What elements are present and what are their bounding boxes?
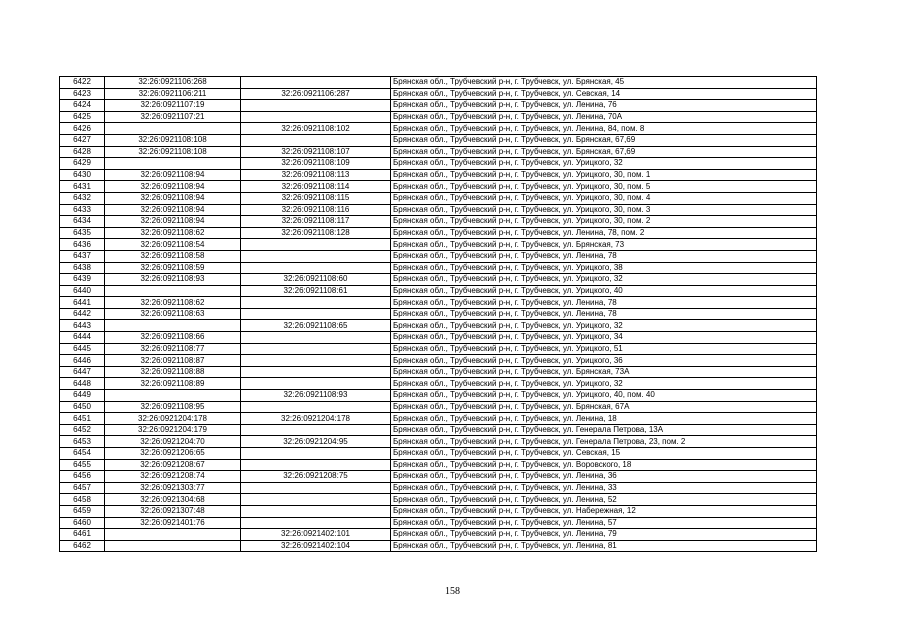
row-number-cell: 6432	[60, 192, 105, 204]
cadastral-number-secondary-cell	[241, 517, 391, 529]
cadastral-number-cell: 32:26:0921108:62	[105, 297, 241, 309]
table-row	[60, 204, 817, 216]
address-cell: Брянская обл., Трубчевский р-н, г. Трубчевск, ул. Набережная, 12	[391, 505, 817, 517]
cadastral-number-cell	[105, 158, 241, 170]
cadastral-number-cell: 32:26:0921303:77	[105, 482, 241, 494]
address-cell: Брянская обл., Трубчевский р-н, г. Трубчевск, ул. Урицкого, 36	[391, 355, 817, 367]
address-cell: Брянская обл., Трубчевский р-н, г. Трубчевск, ул. Ленина, 78	[391, 297, 817, 309]
cadastral-number-cell: 32:26:0921206:65	[105, 448, 241, 460]
table-row	[60, 308, 817, 320]
row-number-cell: 6453	[60, 436, 105, 448]
cadastral-number-secondary-cell	[241, 366, 391, 378]
row-number-cell: 6459	[60, 505, 105, 517]
address-cell: Брянская обл., Трубчевский р-н, г. Трубчевск, ул. Ленина, 78	[391, 250, 817, 262]
row-number-cell: 6451	[60, 413, 105, 425]
row-number-cell: 6455	[60, 459, 105, 471]
table-row	[60, 227, 817, 239]
address-cell: Брянская обл., Трубчевский р-н, г. Трубчевск, ул. Ленина, 78	[391, 308, 817, 320]
address-cell: Брянская обл., Трубчевский р-н, г. Трубчевск, ул. Генерала Петрова, 23, пом. 2	[391, 436, 817, 448]
table-row	[60, 274, 817, 286]
cadastral-number-secondary-cell	[241, 111, 391, 123]
row-number-cell: 6444	[60, 332, 105, 344]
row-number-cell: 6457	[60, 482, 105, 494]
cadastral-number-cell: 32:26:0921107:19	[105, 100, 241, 112]
cadastral-number-cell: 32:26:0921108:58	[105, 250, 241, 262]
address-cell: Брянская обл., Трубчевский р-н, г. Трубчевск, ул. Ленина, 52	[391, 494, 817, 506]
cadastral-number-cell: 32:26:0921108:94	[105, 181, 241, 193]
cadastral-number-cell: 32:26:0921108:77	[105, 343, 241, 355]
table-row	[60, 320, 817, 332]
address-cell: Брянская обл., Трубчевский р-н, г. Трубчевск, ул. Ленина, 57	[391, 517, 817, 529]
cadastral-number-cell: 32:26:0921108:59	[105, 262, 241, 274]
address-cell: Брянская обл., Трубчевский р-н, г. Трубчевск, ул. Брянская, 67,69	[391, 134, 817, 146]
address-cell: Брянская обл., Трубчевский р-н, г. Трубчевск, ул. Генерала Петрова, 13А	[391, 424, 817, 436]
cadastral-number-secondary-cell	[241, 355, 391, 367]
cadastral-number-secondary-cell: 32:26:0921402:104	[241, 540, 391, 552]
address-cell: Брянская обл., Трубчевский р-н, г. Трубчевск, ул. Брянская, 73	[391, 239, 817, 251]
cadastral-number-cell: 32:26:0921204:179	[105, 424, 241, 436]
cadastral-number-secondary-cell: 32:26:0921108:107	[241, 146, 391, 158]
address-cell: Брянская обл., Трубчевский р-н, г. Трубчевск, ул. Урицкого, 30, пом. 4	[391, 192, 817, 204]
cadastral-number-secondary-cell: 32:26:0921204:95	[241, 436, 391, 448]
cadastral-number-secondary-cell	[241, 100, 391, 112]
cadastral-number-secondary-cell	[241, 494, 391, 506]
table-row	[60, 459, 817, 471]
table-row	[60, 343, 817, 355]
row-number-cell: 6460	[60, 517, 105, 529]
table-row	[60, 471, 817, 483]
cadastral-number-secondary-cell	[241, 505, 391, 517]
cadastral-number-secondary-cell	[241, 134, 391, 146]
cadastral-number-cell: 32:26:0921108:95	[105, 401, 241, 413]
address-cell: Брянская обл., Трубчевский р-н, г. Трубчевск, ул. Ленина, 79	[391, 529, 817, 541]
cadastral-number-secondary-cell: 32:26:0921108:60	[241, 274, 391, 286]
page-number: 158	[445, 586, 460, 597]
row-number-cell: 6422	[60, 77, 105, 89]
row-number-cell: 6425	[60, 111, 105, 123]
table-row	[60, 529, 817, 541]
cadastral-number-secondary-cell	[241, 448, 391, 460]
address-cell: Брянская обл., Трубчевский р-н, г. Трубчевск, ул. Ленина, 78, пом. 2	[391, 227, 817, 239]
row-number-cell: 6458	[60, 494, 105, 506]
cadastral-number-secondary-cell: 32:26:0921108:93	[241, 390, 391, 402]
cadastral-number-cell: 32:26:0921304:68	[105, 494, 241, 506]
address-cell: Брянская обл., Трубчевский р-н, г. Трубчевск, ул. Урицкого, 30, пом. 1	[391, 169, 817, 181]
address-cell: Брянская обл., Трубчевский р-н, г. Трубчевск, ул. Ленина, 81	[391, 540, 817, 552]
cadastral-number-cell: 32:26:0921108:89	[105, 378, 241, 390]
row-number-cell: 6438	[60, 262, 105, 274]
address-cell: Брянская обл., Трубчевский р-н, г. Трубчевск, ул. Воровского, 18	[391, 459, 817, 471]
table-row	[60, 378, 817, 390]
cadastral-number-secondary-cell: 32:26:0921108:61	[241, 285, 391, 297]
table-row	[60, 250, 817, 262]
table-row	[60, 169, 817, 181]
cadastral-number-cell: 32:26:0921108:66	[105, 332, 241, 344]
row-number-cell: 6431	[60, 181, 105, 193]
cadastral-number-secondary-cell	[241, 343, 391, 355]
table-row	[60, 540, 817, 552]
row-number-cell: 6429	[60, 158, 105, 170]
table-row	[60, 482, 817, 494]
cadastral-number-secondary-cell	[241, 378, 391, 390]
row-number-cell: 6454	[60, 448, 105, 460]
cadastral-number-secondary-cell: 32:26:0921108:116	[241, 204, 391, 216]
address-cell: Брянская обл., Трубчевский р-н, г. Трубчевск, ул. Ленина, 33	[391, 482, 817, 494]
table-row	[60, 100, 817, 112]
table-row	[60, 262, 817, 274]
table-row	[60, 77, 817, 89]
table-row	[60, 216, 817, 228]
table-row	[60, 158, 817, 170]
address-cell: Брянская обл., Трубчевский р-н, г. Трубчевск, ул. Брянская, 73А	[391, 366, 817, 378]
cadastral-number-cell	[105, 320, 241, 332]
table-row	[60, 181, 817, 193]
cadastral-number-cell: 32:26:0921108:94	[105, 216, 241, 228]
table-row	[60, 146, 817, 158]
cadastral-number-secondary-cell: 32:26:0921204:178	[241, 413, 391, 425]
cadastral-number-cell: 32:26:0921108:93	[105, 274, 241, 286]
property-register-table	[59, 76, 817, 552]
cadastral-number-secondary-cell	[241, 262, 391, 274]
table-row	[60, 239, 817, 251]
cadastral-number-secondary-cell: 32:26:0921402:101	[241, 529, 391, 541]
cadastral-number-secondary-cell: 32:26:0921108:109	[241, 158, 391, 170]
cadastral-number-secondary-cell	[241, 297, 391, 309]
table-row	[60, 448, 817, 460]
row-number-cell: 6452	[60, 424, 105, 436]
address-cell: Брянская обл., Трубчевский р-н, г. Трубчевск, ул. Ленина, 76	[391, 100, 817, 112]
cadastral-number-cell: 32:26:0921307:48	[105, 505, 241, 517]
table-row	[60, 355, 817, 367]
table-body	[60, 77, 817, 552]
cadastral-number-secondary-cell: 32:26:0921108:128	[241, 227, 391, 239]
address-cell: Брянская обл., Трубчевский р-н, г. Трубчевск, ул. Брянская, 45	[391, 77, 817, 89]
row-number-cell: 6423	[60, 88, 105, 100]
row-number-cell: 6450	[60, 401, 105, 413]
table-row	[60, 413, 817, 425]
row-number-cell: 6428	[60, 146, 105, 158]
cadastral-number-cell: 32:26:0921204:70	[105, 436, 241, 448]
address-cell: Брянская обл., Трубчевский р-н, г. Трубчевск, ул. Ленина, 18	[391, 413, 817, 425]
row-number-cell: 6424	[60, 100, 105, 112]
address-cell: Брянская обл., Трубчевский р-н, г. Трубчевск, ул. Ленина, 36	[391, 471, 817, 483]
row-number-cell: 6461	[60, 529, 105, 541]
cadastral-number-cell: 32:26:0921108:94	[105, 204, 241, 216]
cadastral-number-cell: 32:26:0921107:21	[105, 111, 241, 123]
table-row	[60, 111, 817, 123]
cadastral-number-cell: 32:26:0921208:74	[105, 471, 241, 483]
row-number-cell: 6433	[60, 204, 105, 216]
cadastral-number-cell: 32:26:0921401:76	[105, 517, 241, 529]
cadastral-number-secondary-cell	[241, 482, 391, 494]
address-cell: Брянская обл., Трубчевский р-н, г. Трубчевск, ул. Урицкого, 40, пом. 40	[391, 390, 817, 402]
cadastral-number-cell: 32:26:0921108:94	[105, 192, 241, 204]
row-number-cell: 6437	[60, 250, 105, 262]
table-row	[60, 192, 817, 204]
address-cell: Брянская обл., Трубчевский р-н, г. Трубчевск, ул. Севская, 14	[391, 88, 817, 100]
table-row	[60, 285, 817, 297]
table-row	[60, 88, 817, 100]
address-cell: Брянская обл., Трубчевский р-н, г. Трубчевск, ул. Урицкого, 30, пом. 2	[391, 216, 817, 228]
row-number-cell: 6430	[60, 169, 105, 181]
row-number-cell: 6426	[60, 123, 105, 135]
table-row	[60, 494, 817, 506]
address-cell: Брянская обл., Трубчевский р-н, г. Трубчевск, ул. Ленина, 70А	[391, 111, 817, 123]
table-row	[60, 424, 817, 436]
cadastral-number-cell: 32:26:0921106:211	[105, 88, 241, 100]
cadastral-number-secondary-cell: 32:26:0921108:115	[241, 192, 391, 204]
cadastral-number-cell: 32:26:0921204:178	[105, 413, 241, 425]
table-row	[60, 366, 817, 378]
address-cell: Брянская обл., Трубчевский р-н, г. Трубчевск, ул. Урицкого, 32	[391, 320, 817, 332]
cadastral-number-secondary-cell	[241, 77, 391, 89]
cadastral-number-secondary-cell	[241, 424, 391, 436]
cadastral-number-cell: 32:26:0921108:108	[105, 134, 241, 146]
address-cell: Брянская обл., Трубчевский р-н, г. Трубчевск, ул. Урицкого, 38	[391, 262, 817, 274]
address-cell: Брянская обл., Трубчевский р-н, г. Трубчевск, ул. Урицкого, 40	[391, 285, 817, 297]
address-cell: Брянская обл., Трубчевский р-н, г. Трубчевск, ул. Урицкого, 30, пом. 5	[391, 181, 817, 193]
row-number-cell: 6434	[60, 216, 105, 228]
cadastral-number-secondary-cell	[241, 250, 391, 262]
row-number-cell: 6436	[60, 239, 105, 251]
cadastral-number-secondary-cell: 32:26:0921108:113	[241, 169, 391, 181]
address-cell: Брянская обл., Трубчевский р-н, г. Трубчевск, ул. Урицкого, 32	[391, 274, 817, 286]
cadastral-number-cell: 32:26:0921108:54	[105, 239, 241, 251]
table-row	[60, 401, 817, 413]
row-number-cell: 6462	[60, 540, 105, 552]
table-row	[60, 505, 817, 517]
cadastral-number-cell: 32:26:0921106:268	[105, 77, 241, 89]
address-cell: Брянская обл., Трубчевский р-н, г. Трубчевск, ул. Урицкого, 32	[391, 158, 817, 170]
address-cell: Брянская обл., Трубчевский р-н, г. Трубчевск, ул. Урицкого, 30, пом. 3	[391, 204, 817, 216]
address-cell: Брянская обл., Трубчевский р-н, г. Трубчевск, ул. Севская, 15	[391, 448, 817, 460]
cadastral-number-secondary-cell	[241, 239, 391, 251]
cadastral-number-cell	[105, 390, 241, 402]
cadastral-number-secondary-cell	[241, 401, 391, 413]
row-number-cell: 6449	[60, 390, 105, 402]
address-cell: Брянская обл., Трубчевский р-н, г. Трубчевск, ул. Урицкого, 34	[391, 332, 817, 344]
cadastral-number-cell	[105, 285, 241, 297]
cadastral-number-cell: 32:26:0921208:67	[105, 459, 241, 471]
cadastral-number-secondary-cell: 32:26:0921108:102	[241, 123, 391, 135]
row-number-cell: 6441	[60, 297, 105, 309]
address-cell: Брянская обл., Трубчевский р-н, г. Трубчевск, ул. Брянская, 67,69	[391, 146, 817, 158]
row-number-cell: 6446	[60, 355, 105, 367]
row-number-cell: 6435	[60, 227, 105, 239]
cadastral-number-secondary-cell	[241, 308, 391, 320]
address-cell: Брянская обл., Трубчевский р-н, г. Трубчевск, ул. Ленина, 84, пом. 8	[391, 123, 817, 135]
cadastral-number-cell: 32:26:0921108:108	[105, 146, 241, 158]
cadastral-number-cell: 32:26:0921108:63	[105, 308, 241, 320]
cadastral-number-cell: 32:26:0921108:87	[105, 355, 241, 367]
row-number-cell: 6427	[60, 134, 105, 146]
row-number-cell: 6442	[60, 308, 105, 320]
table-row	[60, 123, 817, 135]
cadastral-number-cell: 32:26:0921108:94	[105, 169, 241, 181]
row-number-cell: 6445	[60, 343, 105, 355]
table-row	[60, 390, 817, 402]
table-row	[60, 134, 817, 146]
row-number-cell: 6447	[60, 366, 105, 378]
row-number-cell: 6440	[60, 285, 105, 297]
table-row	[60, 517, 817, 529]
address-cell: Брянская обл., Трубчевский р-н, г. Трубчевск, ул. Брянская, 67А	[391, 401, 817, 413]
cadastral-number-cell: 32:26:0921108:88	[105, 366, 241, 378]
cadastral-number-secondary-cell: 32:26:0921106:287	[241, 88, 391, 100]
row-number-cell: 6443	[60, 320, 105, 332]
cadastral-number-cell	[105, 529, 241, 541]
cadastral-number-secondary-cell: 32:26:0921108:65	[241, 320, 391, 332]
row-number-cell: 6456	[60, 471, 105, 483]
address-cell: Брянская обл., Трубчевский р-н, г. Трубчевск, ул. Урицкого, 51	[391, 343, 817, 355]
cadastral-number-secondary-cell	[241, 459, 391, 471]
table-row	[60, 297, 817, 309]
cadastral-number-cell: 32:26:0921108:62	[105, 227, 241, 239]
cadastral-number-secondary-cell	[241, 332, 391, 344]
table-row	[60, 332, 817, 344]
cadastral-number-cell	[105, 123, 241, 135]
cadastral-number-cell	[105, 540, 241, 552]
cadastral-number-secondary-cell: 32:26:0921208:75	[241, 471, 391, 483]
row-number-cell: 6448	[60, 378, 105, 390]
row-number-cell: 6439	[60, 274, 105, 286]
table-row	[60, 436, 817, 448]
cadastral-number-secondary-cell: 32:26:0921108:114	[241, 181, 391, 193]
address-cell: Брянская обл., Трубчевский р-н, г. Трубчевск, ул. Урицкого, 32	[391, 378, 817, 390]
cadastral-number-secondary-cell: 32:26:0921108:117	[241, 216, 391, 228]
